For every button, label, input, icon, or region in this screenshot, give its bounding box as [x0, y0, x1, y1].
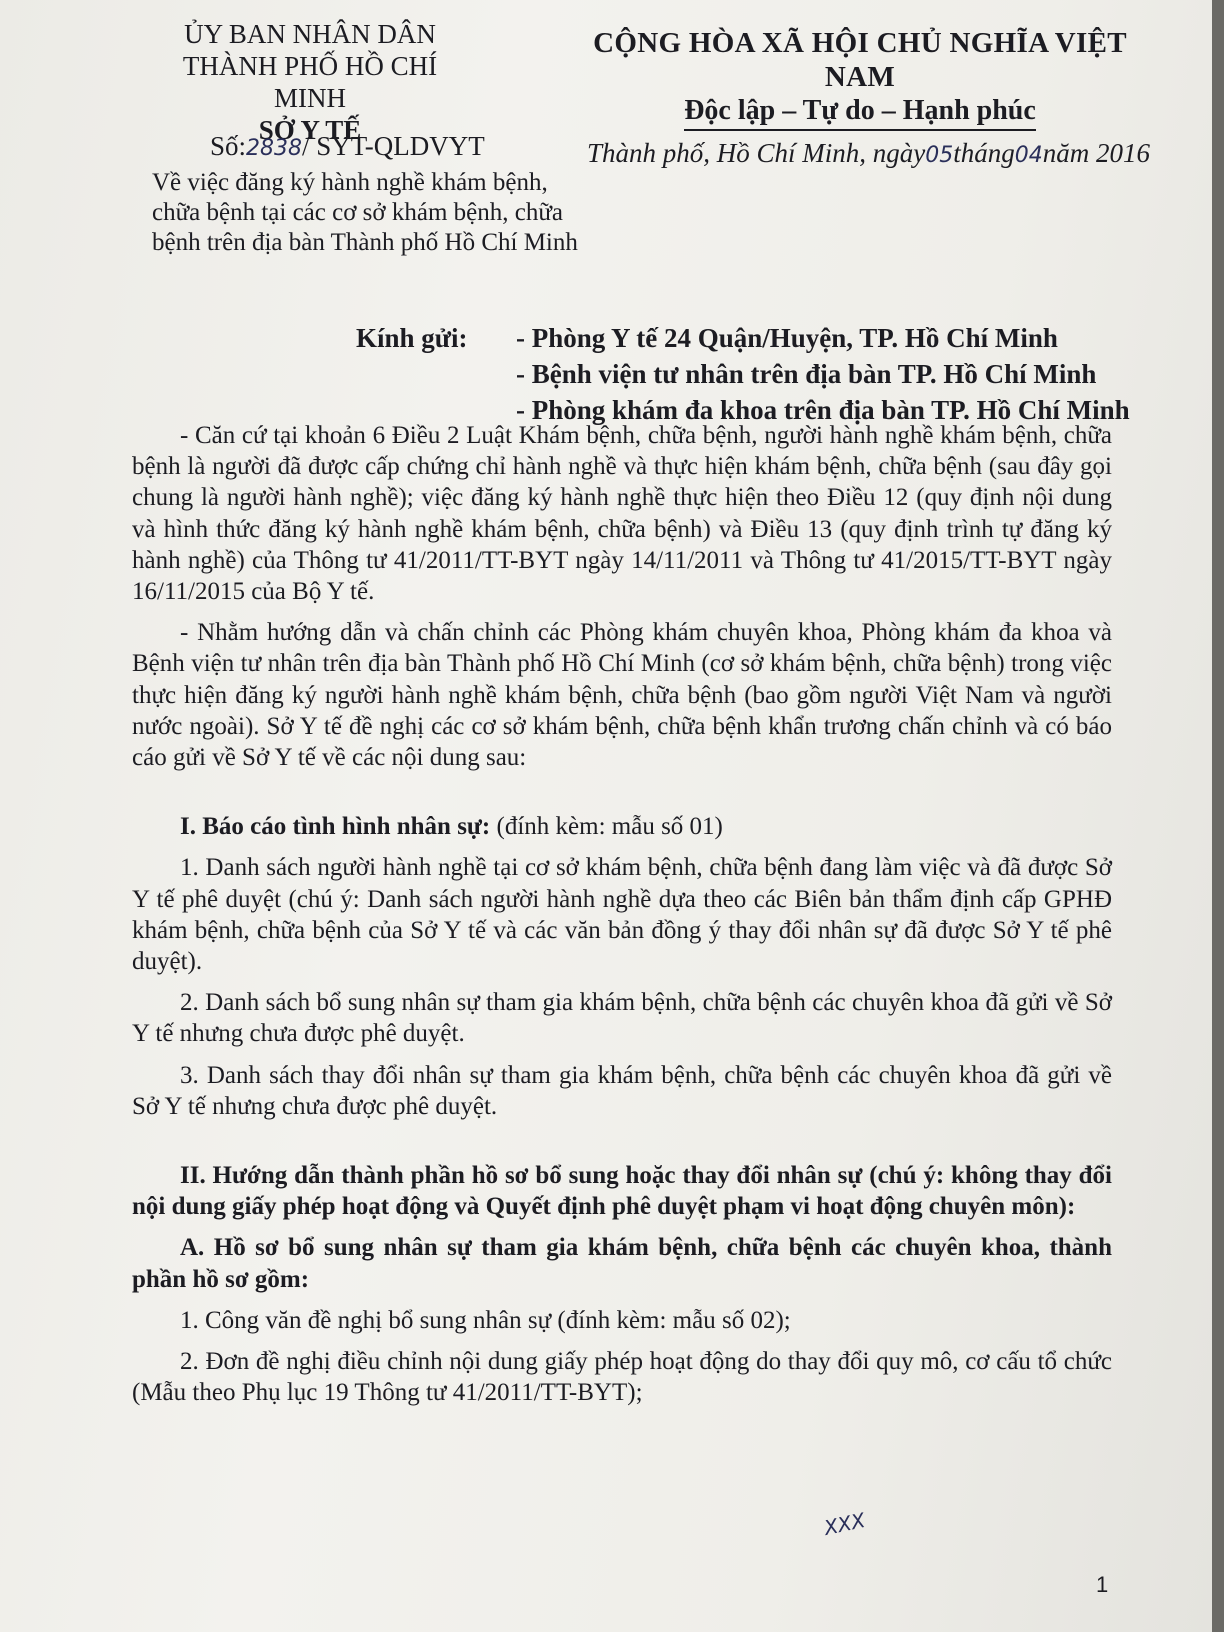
agency-line-3: SỞ Y TẾ [258, 115, 362, 145]
section-1-note: (đính kèm: mẫu số 01) [490, 813, 723, 841]
document-body [132, 420, 1112, 1408]
paragraph-purpose: - Nhằm hướng dẫn và chấn chỉnh các Phòng khám chuyên khoa, Phòng khám đa khoa và Bệnh viện tư nhân trên địa bàn Thành phố Hồ Chí Minh (cơ sở khám bệnh, chữa bệnh) trong việc thực hiện đăng ký người hành nghề khám bệnh, chữa bệnh (bao gồm người Việt Nam và người nước ngoài). Sở Y tế đề nghị các cơ sở khám bệnh, chữa bệnh khẩn trương chấn chỉnh và có báo cáo gửi về Sở Y tế về các nội dung sau: [132, 619, 1112, 772]
recipient-3: - Phòng khám đa khoa trên địa bàn TP. Hồ Chí Minh [516, 395, 1130, 425]
doc-no-handwritten: 2838 [246, 136, 303, 161]
handwritten-initials: XXX [821, 1507, 868, 1541]
recipients-label: Kính gửi: [356, 323, 468, 353]
document-subject: Về việc đăng ký hành nghề khám bệnh, chữa bệnh tại các cơ sở khám bệnh, chữa bệnh trên địa bàn Thành phố Hồ Chí Minh [152, 169, 578, 256]
recipients [356, 320, 1130, 428]
document-number [210, 131, 485, 162]
issuing-agency [150, 18, 470, 146]
national-heading [580, 26, 1140, 131]
date-day: 05 [925, 143, 954, 168]
section-a-item-1: 1. Công văn đề nghị bổ sung nhân sự (đính kèm: mẫu số 02); [180, 1306, 791, 1334]
recipient-2: - Bệnh viện tư nhân trên địa bàn TP. Hồ Chí Minh [516, 359, 1097, 389]
place-date [580, 138, 1150, 169]
section-1-title: I. Báo cáo tình hình nhân sự: [180, 813, 491, 841]
section-1-item-3: 3. Danh sách thay đổi nhân sự tham gia khám bệnh, chữa bệnh các chuyên khoa đã gửi về Sở Y tế nhưng chưa được phê duyệt. [132, 1061, 1112, 1120]
date-year: năm 2016 [1042, 138, 1150, 168]
agency-line-1: ỦY BAN NHÂN DÂN [184, 19, 436, 49]
document-header [60, 18, 1150, 278]
doc-no-prefix: Số: [210, 131, 247, 161]
section-1-item-1: 1. Danh sách người hành nghề tại cơ sở khám bệnh, chữa bệnh đang làm việc và đã được Sở Y tế phê duyệt (chú ý: Danh sách người hành nghề dựa theo các Biên bản thẩm định cấp GPHĐ khám bệnh, chữa bệnh của Sở Y tế và các văn bản đồng ý thay đổi nhân sự đã được Sở Y tế phê duyệt). [132, 854, 1112, 976]
page-number: 1 [1096, 1572, 1109, 1597]
date-month: 04 [1014, 143, 1043, 168]
section-a-item-2: 2. Đơn đề nghị điều chỉnh nội dung giấy phép hoạt động do thay đổi quy mô, cơ cấu tổ chức (Mẫu theo Phụ lục 19 Thông tư 41/2011/TT-BYT); [132, 1348, 1112, 1407]
section-1-item-2: 2. Danh sách bổ sung nhân sự tham gia khám bệnh, chữa bệnh các chuyên khoa đã gửi về Sở Y tế nhưng chưa được phê duyệt. [132, 989, 1112, 1048]
nation-title: CỘNG HÒA XÃ HỘI CHỦ NGHĨA VIỆT NAM [593, 27, 1127, 93]
section-a-title: A. Hồ sơ bổ sung nhân sự tham gia khám bệnh, chữa bệnh các chuyên khoa, thành phần hồ sơ gồm: [132, 1234, 1112, 1293]
agency-line-2: THÀNH PHỐ HỒ CHÍ MINH [182, 51, 438, 113]
motto: Độc lập – Tự do – Hạnh phúc [684, 94, 1036, 131]
date-month-label: tháng [953, 138, 1015, 168]
section-2-title: II. Hướng dẫn thành phần hồ sơ bổ sung hoặc thay đổi nhân sự (chú ý: không thay đổi nội dung giấy phép hoạt động và Quyết định phê duyệt phạm vi hoạt động chuyên môn): [132, 1162, 1112, 1221]
section-1-heading [132, 811, 1112, 842]
paragraph-legal-basis: - Căn cứ tại khoản 6 Điều 2 Luật Khám bệnh, chữa bệnh, người hành nghề khám bệnh, chữa bệnh là người đã được cấp chứng chỉ hành nghề và thực hiện khám bệnh, chữa bệnh (sau đây gọi chung là người hành nghề); việc đăng ký hành nghề thực hiện theo Điều 12 (quy định nội dung và hình thức đăng ký hành nghề khám bệnh, chữa bệnh) và Điều 13 (quy định trình tự đăng ký hành nghề) của Thông tư 41/2011/TT-BYT ngày 14/11/2011 và Thông tư 41/2015/TT-BYT ngày 16/11/2015 của Bộ Y tế. [132, 422, 1112, 606]
recipient-1: - Phòng Y tế 24 Quận/Huyện, TP. Hồ Chí Minh [516, 323, 1058, 353]
date-prefix: Thành phố, Hồ Chí Minh, ngày [586, 138, 926, 168]
doc-no-suffix: / SYT-QLDVYT [302, 131, 485, 161]
